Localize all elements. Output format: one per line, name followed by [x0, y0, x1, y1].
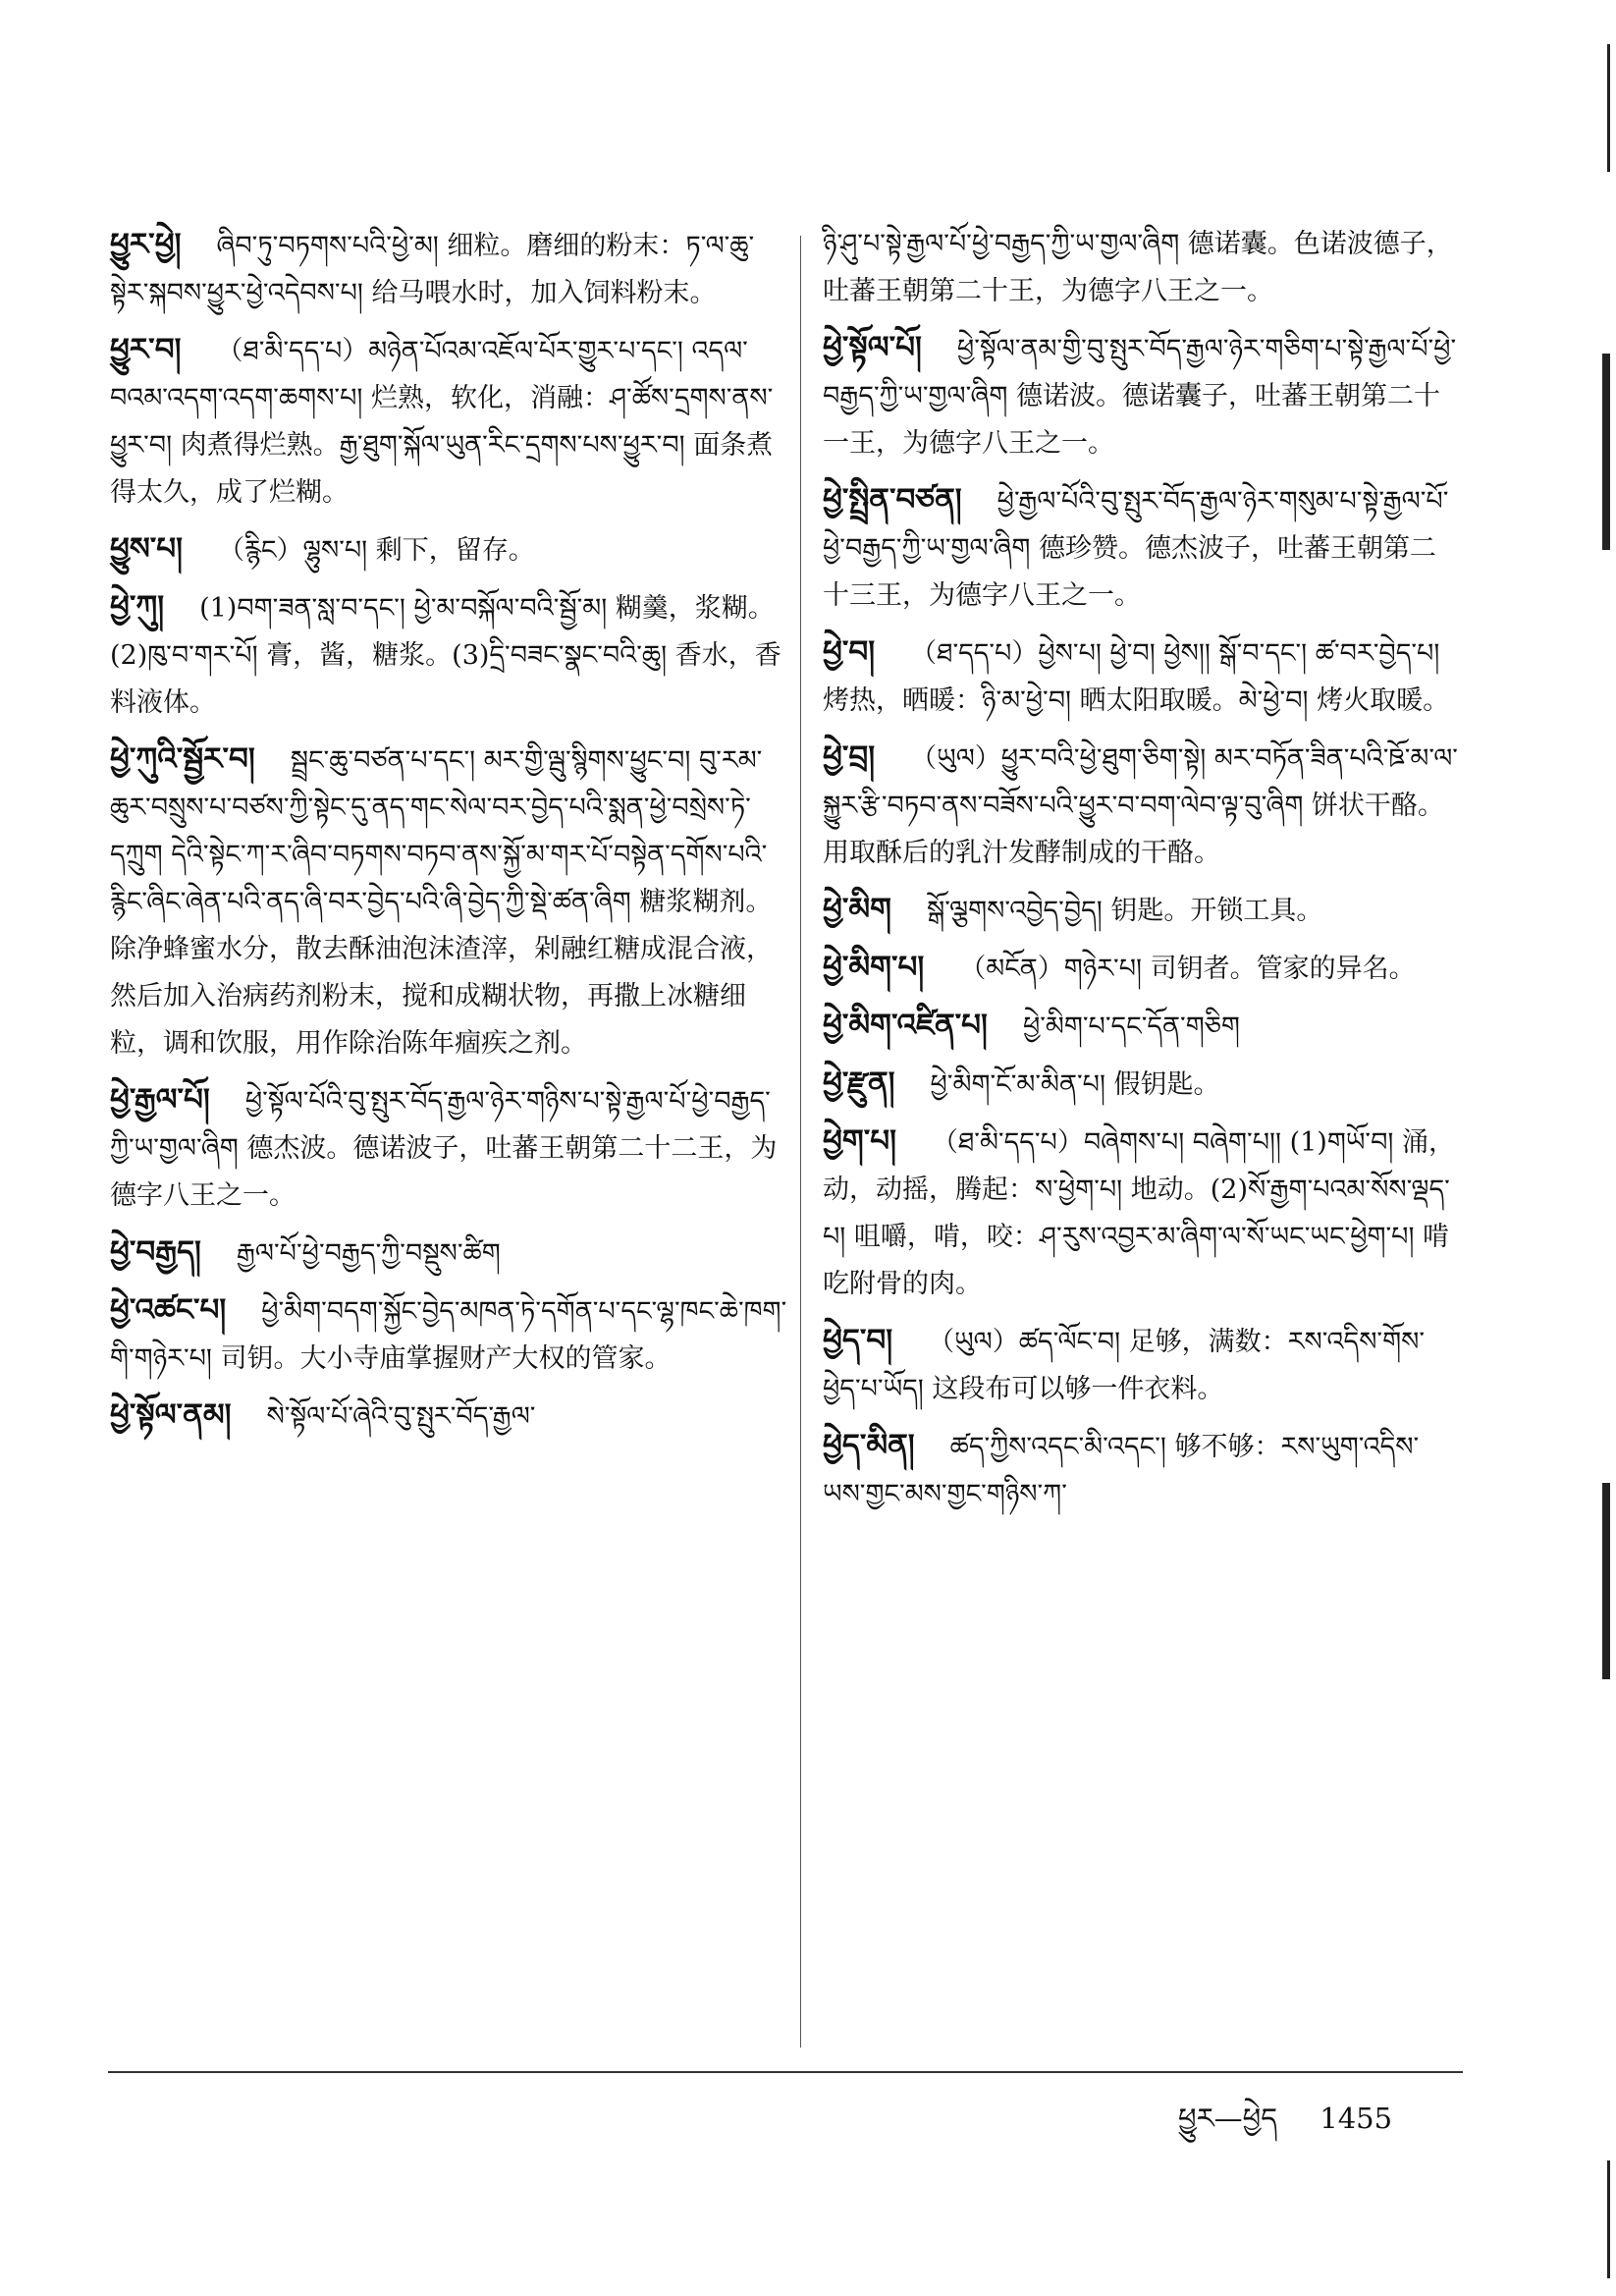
dictionary-entry	[823, 944, 1461, 993]
headword: ཕྱེད་བ།	[823, 1323, 893, 1358]
definition: སྒོ་ལྕགས་འབྱེད་བྱེད། 钥匙。开锁工具。	[926, 896, 1323, 926]
page-edge-marks	[1577, 0, 1616, 2296]
definition: ཉི་ཤུ་པ་སྟེ་རྒྱལ་པོ་ཕྱེ་བརྒྱད་ཀྱི་ཡ་གྱལ་ཞིག 德诺囊。色诺波德子，吐蕃王朝第二十王，为德字八王之一。	[823, 229, 1453, 306]
headword: ཕྱུར་ཕྱེ།	[110, 227, 182, 262]
dictionary-entry	[823, 476, 1461, 620]
definition: (1)བག་ཟན་སླ་བ་དང་། ཕྱེ་མ་བསྐོལ་བའི་སྦྱོ་མ། 糊羹，浆糊。(2)ཁུ་བ་གར་པོ། 膏，酱，糖浆。(3)དྲི་བཟང་སྣང་བའི་ཆུ། 香水，香料液体。	[110, 593, 781, 718]
dictionary-entry	[110, 1076, 787, 1220]
right-column	[823, 221, 1461, 1527]
dictionary-entry	[823, 1317, 1461, 1413]
column-divider	[800, 236, 801, 2048]
definition: （ཐ་མི་དད་པ）མཉེན་པོའམ་འཇོལ་པོར་གྱུར་པ་དང་། འདལ་བའམ་འདག་འདག་ཆགས་པ། 烂熟，软化，消融：ཤ་ཚོས་དྲགས་ནས་ཕྱུར་བ། 肉煮得烂熟。རྒྱ་ཐུག་སྐོལ་ཡུན་རིང་དྲགས་པས་ཕྱུར་བ། 面条煮得太久，成了烂糊。	[110, 336, 774, 508]
left-column	[110, 221, 787, 1449]
headword: ཕྱེ་མིག	[823, 892, 891, 927]
headword: ཕྱེ་སྟོལ་ནམ།	[110, 1397, 232, 1433]
definition: རྒྱལ་པོ་ཕྱེ་བརྒྱད་ཀྱི་བསྡུས་ཚིག	[236, 1238, 501, 1269]
headword: ཕྱེ་སྟོལ་པོ།	[823, 330, 922, 365]
headword: ཕྱེ་བྲ།	[823, 739, 876, 775]
dictionary-entry	[110, 736, 787, 1067]
definition: （རྙིང）ལྷུས་པ། 剩下，留存。	[218, 535, 535, 566]
definition: ཚད་ཀྱིས་འདང་མི་འདང་། 够不够：རས་ཡུག་འདིས་ཡས་གྱང་མས་གྱང་གཉིས་ཀ་	[823, 1432, 1420, 1509]
definition: （མངོན）གཉེར་པ། 司钥者。管家的异名。	[959, 954, 1416, 984]
definition: ཕྱེ་མིག་ངོ་མ་མིན་པ། 假钥匙。	[930, 1069, 1220, 1100]
dictionary-entry	[823, 1422, 1461, 1518]
edge-mark	[1602, 354, 1610, 550]
headword: ཕྱེ་བ།	[823, 634, 876, 670]
edge-mark	[1607, 44, 1610, 172]
edge-mark	[1607, 2160, 1610, 2278]
dictionary-entry	[110, 525, 787, 574]
definition: ཕྱེ་སྟོལ་ནམ་གྱི་བུ་སྤུར་བོད་རྒྱལ་ཉེར་གཅིག་པ་སྟེ་རྒྱལ་པོ་ཕྱེ་བརྒྱད་ཀྱི་ཡ་གྱལ་ཞིག 德诺波。德诺囊子，吐蕃王朝第二十一王，为德字八王之一。	[823, 334, 1457, 459]
headword: ཕྱེ་མིག་པ།	[823, 950, 925, 985]
dictionary-entry	[110, 583, 787, 727]
dictionary-entry	[110, 1392, 787, 1441]
page-range: ཕྱུར—ཕྱེད	[1178, 2102, 1278, 2135]
dictionary-entry-continued	[823, 221, 1461, 315]
page-footer	[1178, 2087, 1392, 2167]
dictionary-entry	[823, 1060, 1461, 1109]
dictionary-entry	[823, 1118, 1461, 1308]
definition: （ཐ་མི་དད་པ）བཞེགས་པ། བཞེག་པ།། (1)གཡོ་བ། 涌，动，动摇，腾起：ས་ཕྱེག་པ། 地动。(2)སོ་རྒྱག་པའམ་སོས་ལྡད་པ། 咀嚼，啃，咬：ཤ་རུས་འབྱར་མ་ཞིག་ལ་སོ་ཡང་ཡང་ཕྱེག་པ། 啃吃附骨的肉。	[823, 1127, 1455, 1299]
headword: ཕྱེ་རྫུན།	[823, 1066, 895, 1101]
headword: ཕྱེ་ཀུའི་སྦྱོར་བ།	[110, 741, 255, 777]
headword: ཕྱེག་པ།	[823, 1123, 896, 1159]
headword: ཕྱེ་མིག་འཛིན་པ།	[823, 1008, 988, 1043]
definition: སྦྲང་ཆུ་བཙན་པ་དང་། མར་གྱི་ལྦུ་སྙིགས་ཕྱུང་བ། བུ་རམ་ཆུར་བསྲུས་པ་བཙས་ཀྱི་སྟེང་དུ་ནད་གང་སེལ་བར་བྱེད་པའི་སྨན་ཕྱེ་བསྲེས་ཏེ་དཀྲུག དེའི་སྟེང་ཀ་ར་ཞིབ་བཏགས་བཏབ་ནས་སྐྱོ་མ་གར་པོ་བསྟེན་དགོས་པའི་རྙིང་ཞིང་ཞེན་པའི་ནད་ཞི་བར་བྱེད་པའི་ཞི་བྱེད་ཀྱི་སྡེ་ཚན་ཞིག 糖浆糊剂。除净蜂蜜水分，散去酥油泡沫渣滓，剁融红糖成混合液，然后加入治病药剂粉末，搅和成糊状物，再撒上冰糖细粒，调和饮服，用作除治陈年痼疾之剂。	[110, 745, 773, 1059]
headword: ཕྱེད་མིན།	[823, 1428, 915, 1463]
definition: （ཐ་དད་པ）ཕྱེས་པ། ཕྱེ་བ། ཕྱེས།། སྒོ་བ་དང་། ཚ་བར་བྱེད་པ། 烤热，晒暖：ཉི་མ་ཕྱེ་བ། 晒太阳取暖。མེ་ཕྱེ་བ། 烤火取暖。	[823, 638, 1450, 716]
dictionary-entry	[110, 221, 787, 317]
definition: ཕྱེ་མིག་བདག་སྐྱོང་བྱེད་མཁན་ཏེ་དགོན་པ་དང་ལྷ་ཁང་ཆེ་ཁག་གི་གཉེར་པ། 司钥。大小寺庙掌握财产大权的管家。	[110, 1296, 787, 1374]
dictionary-entry	[823, 324, 1461, 467]
definition: ཕྱེ་རྒྱལ་པོའི་བུ་སྤུར་བོད་རྒྱལ་ཉེར་གསུམ་པ་སྟེ་རྒྱལ་པོ་ཕྱེ་བརྒྱད་ཀྱི་ཡ་གྱལ་ཞིག 德珍赞。德杰波子，吐蕃王朝第二十三王，为德字八王之一。	[823, 486, 1449, 611]
dictionary-entry	[823, 629, 1461, 725]
dictionary-entry	[823, 734, 1461, 877]
definition: ཕྱེ་སྟོལ་པོའི་བུ་སྤུར་བོད་རྒྱལ་ཉེར་གཉིས་པ་སྟེ་རྒྱལ་པོ་ཕྱེ་བརྒྱད་ཀྱི་ཡ་གྱལ་ཞིག 德杰波。德诺波子，吐蕃王朝第二十二王，为德字八王之一。	[110, 1086, 778, 1211]
headword: ཕྱེ་རྒྱལ་པོ།	[110, 1082, 210, 1118]
dictionary-entry	[823, 1002, 1461, 1051]
headword: ཕྱེ་བརྒྱད།	[110, 1234, 201, 1270]
definition: （ཡུལ）ཚད་ལོང་བ། 足够，满数：རས་འདིས་གོས་ཕྱེད་པ་ཡོད། 这段布可以够一件衣料。	[823, 1327, 1425, 1404]
page-number: 1455	[1320, 2102, 1393, 2135]
footer-rule	[108, 2071, 1463, 2073]
definition: ཕྱེ་མིག་པ་དང་དོན་གཅིག	[1022, 1011, 1240, 1042]
headword: ཕྱེ་སྤྲིན་བཙན།	[823, 482, 962, 518]
dictionary-entry	[110, 1286, 787, 1383]
edge-mark	[1602, 1483, 1610, 1679]
definition: （ཡུལ）ཕྱུར་བའི་ཕྱེ་ཐུག་ཅིག་སྟེ། མར་བཏོན་ཟིན་པའི་ཋོ་མ་ལ་སྐྱུར་རྩི་བཏབ་ནས་བཟོས་པའི་ཕྱུར་བ་བག་ལེབ་ལྟ་བུ་ཞིག 饼状干酪。用取酥后的乳汁发酵制成的干酪。	[823, 743, 1458, 868]
definition: སེ་སྟོལ་པོ་ཞེའི་བུ་སྤུར་བོད་རྒྱལ་	[266, 1401, 536, 1432]
headword: ཕྱུས་པ།	[110, 531, 184, 567]
dictionary-entry	[110, 1229, 787, 1278]
headword: ཕྱེ་ཀུ།	[110, 589, 165, 625]
dictionary-entry	[823, 886, 1461, 935]
headword: ཕྱེ་འཚང་པ།	[110, 1292, 227, 1328]
dictionary-entry	[110, 326, 787, 517]
headword: ཕྱུར་བ།	[110, 332, 182, 367]
definition: ཞིབ་ཏུ་བཏགས་པའི་ཕྱེ་མ། 细粒。磨细的粉末：ཏ་ལ་ཆུ་སྟེར་སྐབས་ཕྱུར་ཕྱེ་འདེབས་པ། 给马喂水时，加入饲料粉末。	[110, 231, 755, 308]
